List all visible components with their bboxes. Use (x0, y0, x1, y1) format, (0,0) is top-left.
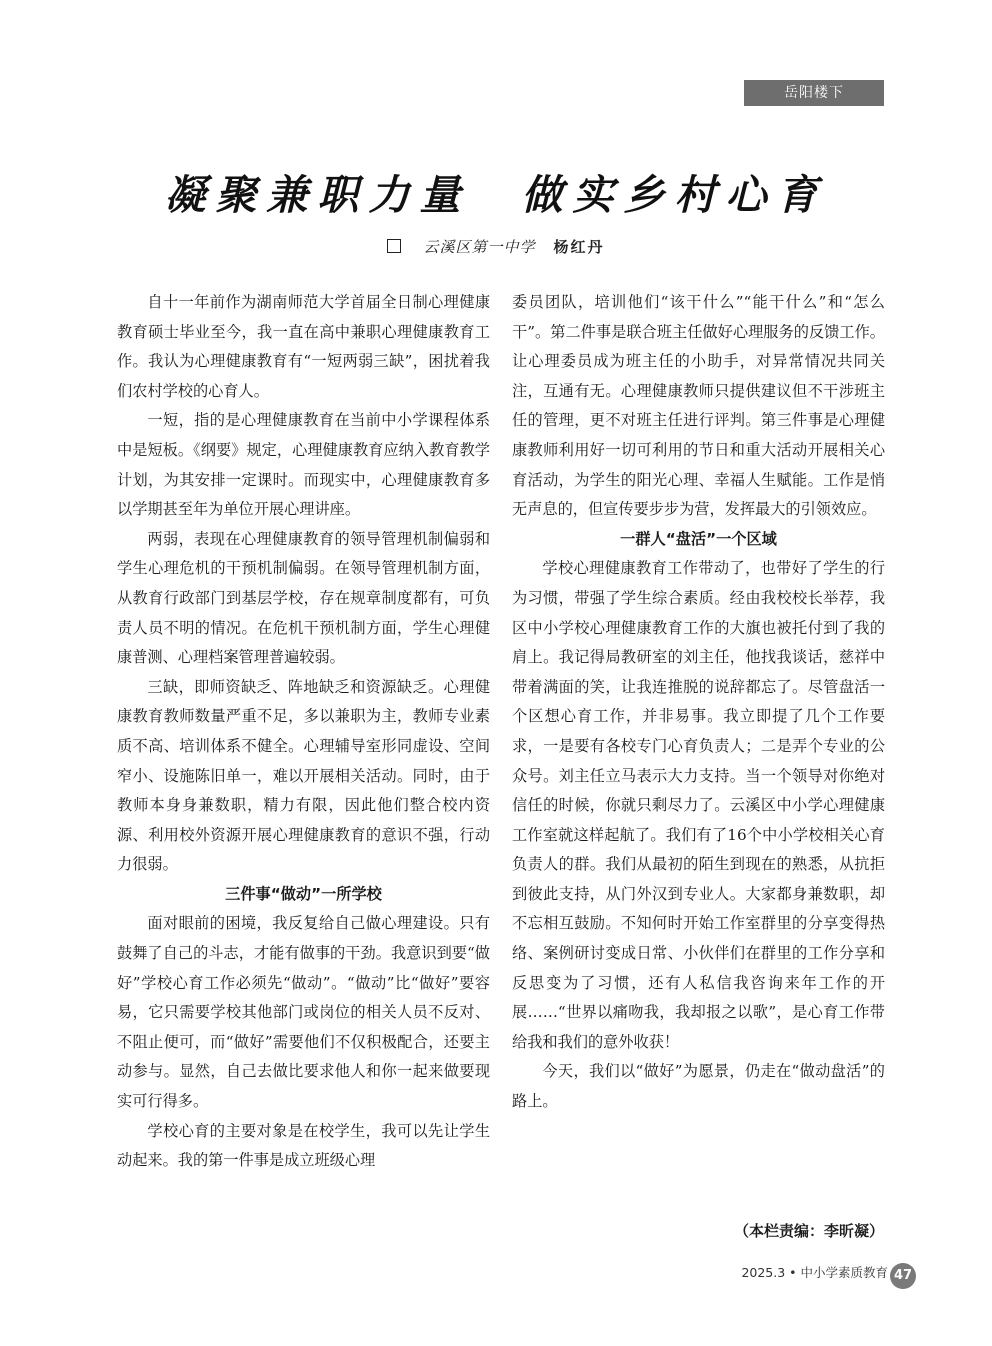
paragraph: 一短，指的是心理健康教育在当前中小学课程体系中是短板。《纲要》规定，心理健康教育应纳入教育教学计划，为其安排一定课时。而现实中，心理健康教育多以学期甚至年为单位开展心理讲座。 (117, 411, 490, 519)
paragraph-continued: 委员团队，培训他们“该干什么”“能干什么”和“怎么干”。第二件事是联合班主任做好心理服务的反馈工作。让心理委员成为班主任的小助手，对异常情况共同关注，互通有无。心理健康教师只提供建议但不干涉班主任的管理，更不对班主任进行评判。第三件事是心理健康教师利用好一切可利用的节日和重大活动开展相关心育活动，为学生的阳光心理、幸福人生赋能。工作是悄无声息的，但宣传要步步为营，发挥最大的引领效应。 (512, 293, 885, 519)
paragraph: 学校心理健康教育工作带动了，也带好了学生的行为习惯，带强了学生综合素质。经由我校校长举荐，我区中小学校心理健康教育工作的大旗也被托付到了我的肩上。我记得局教研室的刘主任，他找我谈话，慈祥中带着满面的笑，让我连推脱的说辞都忘了。尽管盘活一个区想心育工作，并非易事。我立即提了几个工作要求，一是要有各校专门心育负责人；二是弄个专业的公众号。刘主任立马表示大力支持。当一个领导对你绝对信任的时候，你就只剩尽力了。云溪区中小学心理健康工作室就这样起航了。我们有了16个中小学校相关心育负责人的群。我们从最初的陌生到现在的熟悉，从抗拒到彼此支持，从门外汉到专业人。大家都身兼数职，却不忘相互鼓励。不知何时开始工作室群里的分享变得热络、案例研讨变成日常、小伙伴们在群里的工作分享和反思变为了习惯，还有人私信我咨询来年工作的开展……“世界以痛吻我，我却报之以歌”，是心育工作带给我和我们的意外收获！ (512, 559, 885, 1051)
page-number: 47 (890, 1263, 916, 1289)
paragraph: 两弱，表现在心理健康教育的领导管理机制偏弱和学生心理危机的干预机制偏弱。在领导管理机制方面，从教育行政部门到基层学校，存在规章制度都有，可负责人员不明的情况。在危机干预机制方面，学生心理健康普测、心理档案管理普遍较弱。 (117, 529, 490, 667)
paragraph: 自十一年前作为湖南师范大学首届全日制心理健康教育硕士毕业至今，我一直在高中兼职心理健康教育工作。我认为心理健康教育有“一短两弱三缺”，困扰着我们农村学校的心育人。 (117, 293, 490, 400)
section-tag: 岳阳楼下 (744, 80, 884, 106)
section-heading: 一群人“盘活”一个区域 (620, 529, 777, 548)
author-name: 杨红丹 (553, 238, 605, 256)
article-title: 凝聚兼职力量 做实乡村心育 (164, 171, 828, 219)
square-icon (387, 239, 401, 253)
section-heading: 三件事“做动”一所学校 (225, 884, 382, 903)
footer-issue: 2025.3 • 中小学素质教育 (741, 1265, 888, 1280)
left-column (117, 288, 490, 1176)
author-organization: 云溪区第一中学 (423, 238, 536, 256)
paragraph: 三缺，即师资缺乏、阵地缺乏和资源缺乏。心理健康教育教师数量严重不足，多以兼职为主，教师专业素质不高、培训体系不健全。心理辅导室形同虚设、空间窄小、设施陈旧单一，难以开展相关活动。同时，由于教师本身身兼数职，精力有限，因此他们整合校内资源、利用校外资源开展心理健康教育的意识不强，行动力很弱。 (117, 677, 490, 874)
right-column (512, 288, 885, 1117)
paragraph: 今天，我们以“做好”为愿景，仍走在“做动盘活”的路上。 (512, 1062, 885, 1111)
editor-credit: （本栏责编：李昕凝） (733, 1222, 884, 1240)
paragraph: 面对眼前的困境，我反复给自己做心理建设。只有鼓舞了自己的斗志，才能有做事的干劲。我意识到要“做好”学校心育工作必须先“做动”。“做动”比“做好”要容易，它只需要学校其他部门或岗位的相关人员不反对、不阻止便可，而“做好”需要他们不仅积极配合，还要主动参与。显然，自己去做比要求他人和你一起来做要现实可行得多。 (117, 914, 490, 1111)
paragraph: 学校心育的主要对象是在校学生，我可以先让学生动起来。我的第一件事是成立班级心理 (117, 1121, 490, 1170)
byline (0, 236, 992, 257)
